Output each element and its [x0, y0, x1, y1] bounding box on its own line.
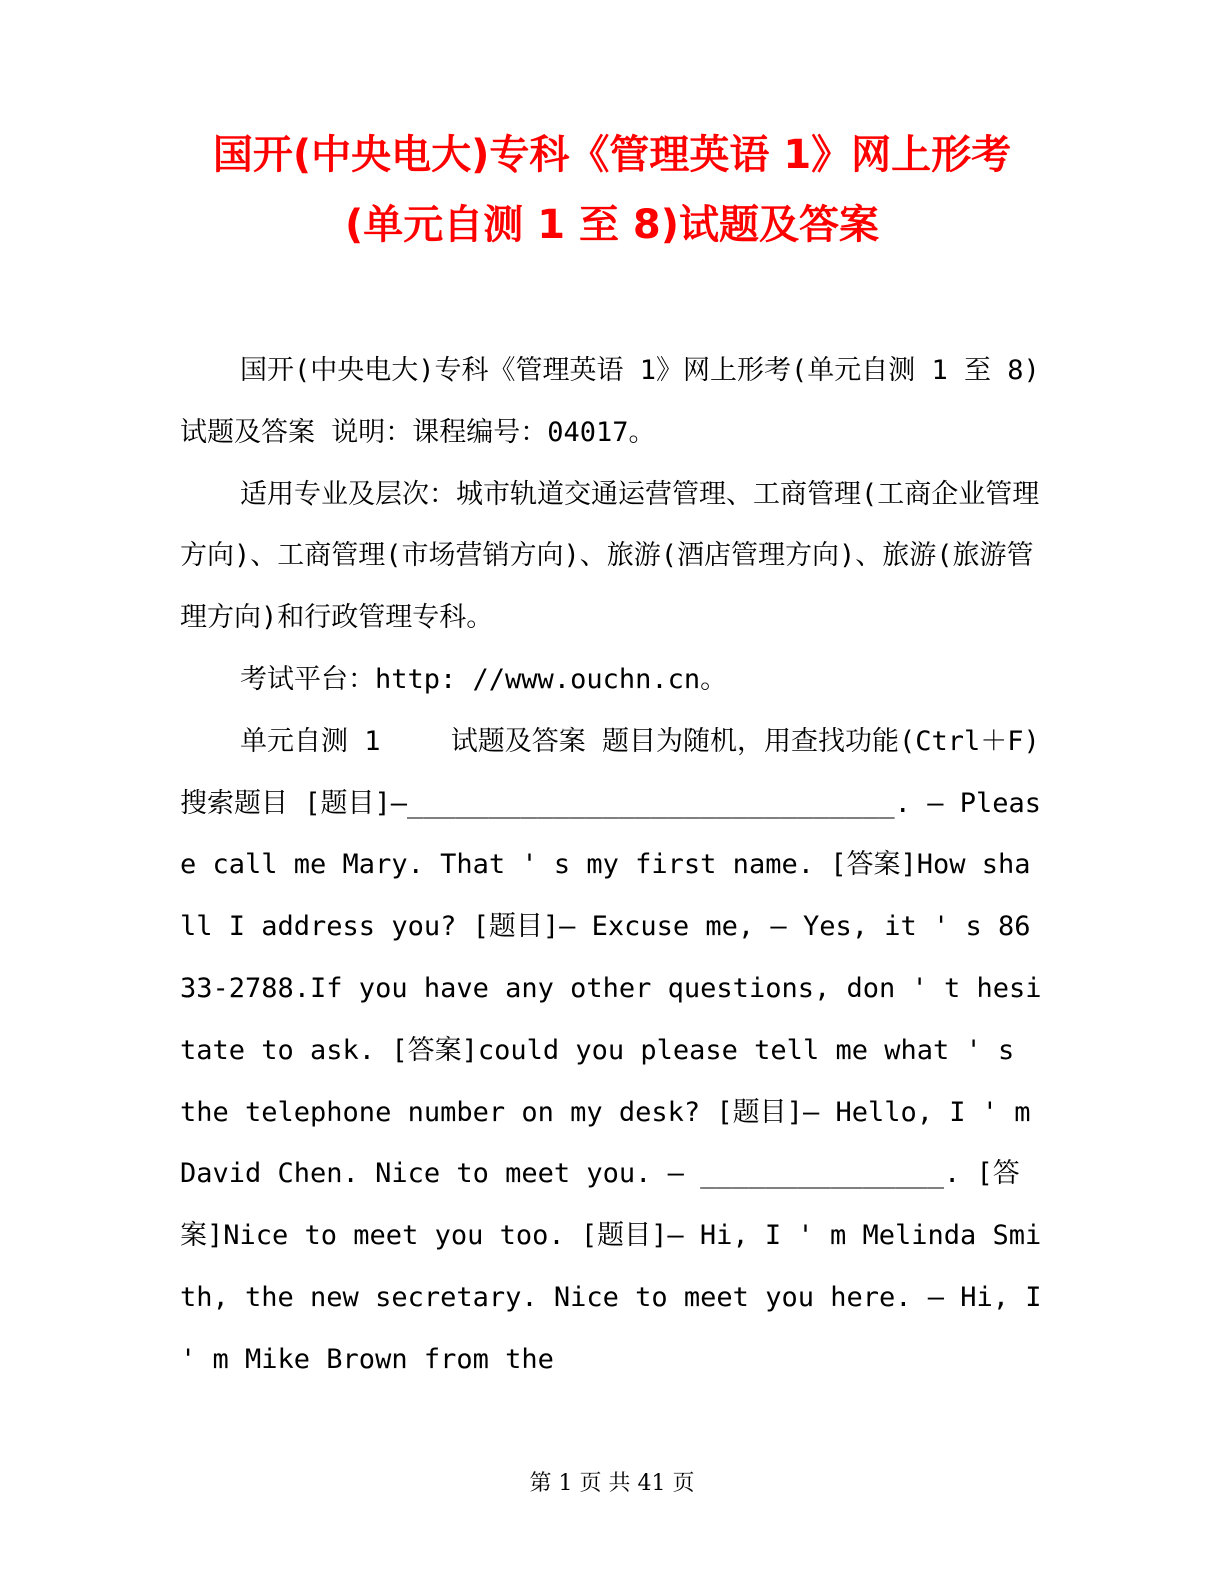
document-title	[120, 120, 1104, 260]
paragraph-unit-1: 单元自测 1 试题及答案 题目为随机，用查找功能(Ctrl＋F)搜索题目 [题目]—______________________________. — Please call me Mary. That ' s my first name. [答案]How shall I address you? [题目]— Excuse me, — Yes, it ' s 8633-2788.If you have any other questions, don ' t hesitate to ask. [答案]could you please tell me what ' s the telephone number on my desk? [题目]— Hello, I ' m David Chen. Nice to meet you. — _______________. [答案]Nice to meet you too. [题目]— Hi, I ' m Melinda Smith, the new secretary. Nice to meet you here. — Hi, I ' m Mike Brown from the	[180, 725, 1042, 1375]
page-footer: 第 1 页 共 41 页	[529, 1471, 695, 1496]
title-line-2: (单元自测 1 至 8)试题及答案	[344, 202, 879, 248]
document-body	[180, 340, 1042, 1391]
paragraph-intro: 国开(中央电大)专科《管理英语 1》网上形考(单元自测 1 至 8)试题及答案 说明：课程编号：04017。	[180, 355, 1040, 448]
paragraph-majors: 适用专业及层次：城市轨道交通运营管理、工商管理(工商企业管理方向)、工商管理(市场营销方向)、旅游(酒店管理方向)、旅游(旅游管理方向)和行政管理专科。	[180, 478, 1040, 634]
paragraph-platform: 考试平台：http: //www.ouchn.cn。	[240, 663, 728, 695]
title-line-1: 国开(中央电大)专科《管理英语 1》网上形考	[212, 132, 1012, 178]
